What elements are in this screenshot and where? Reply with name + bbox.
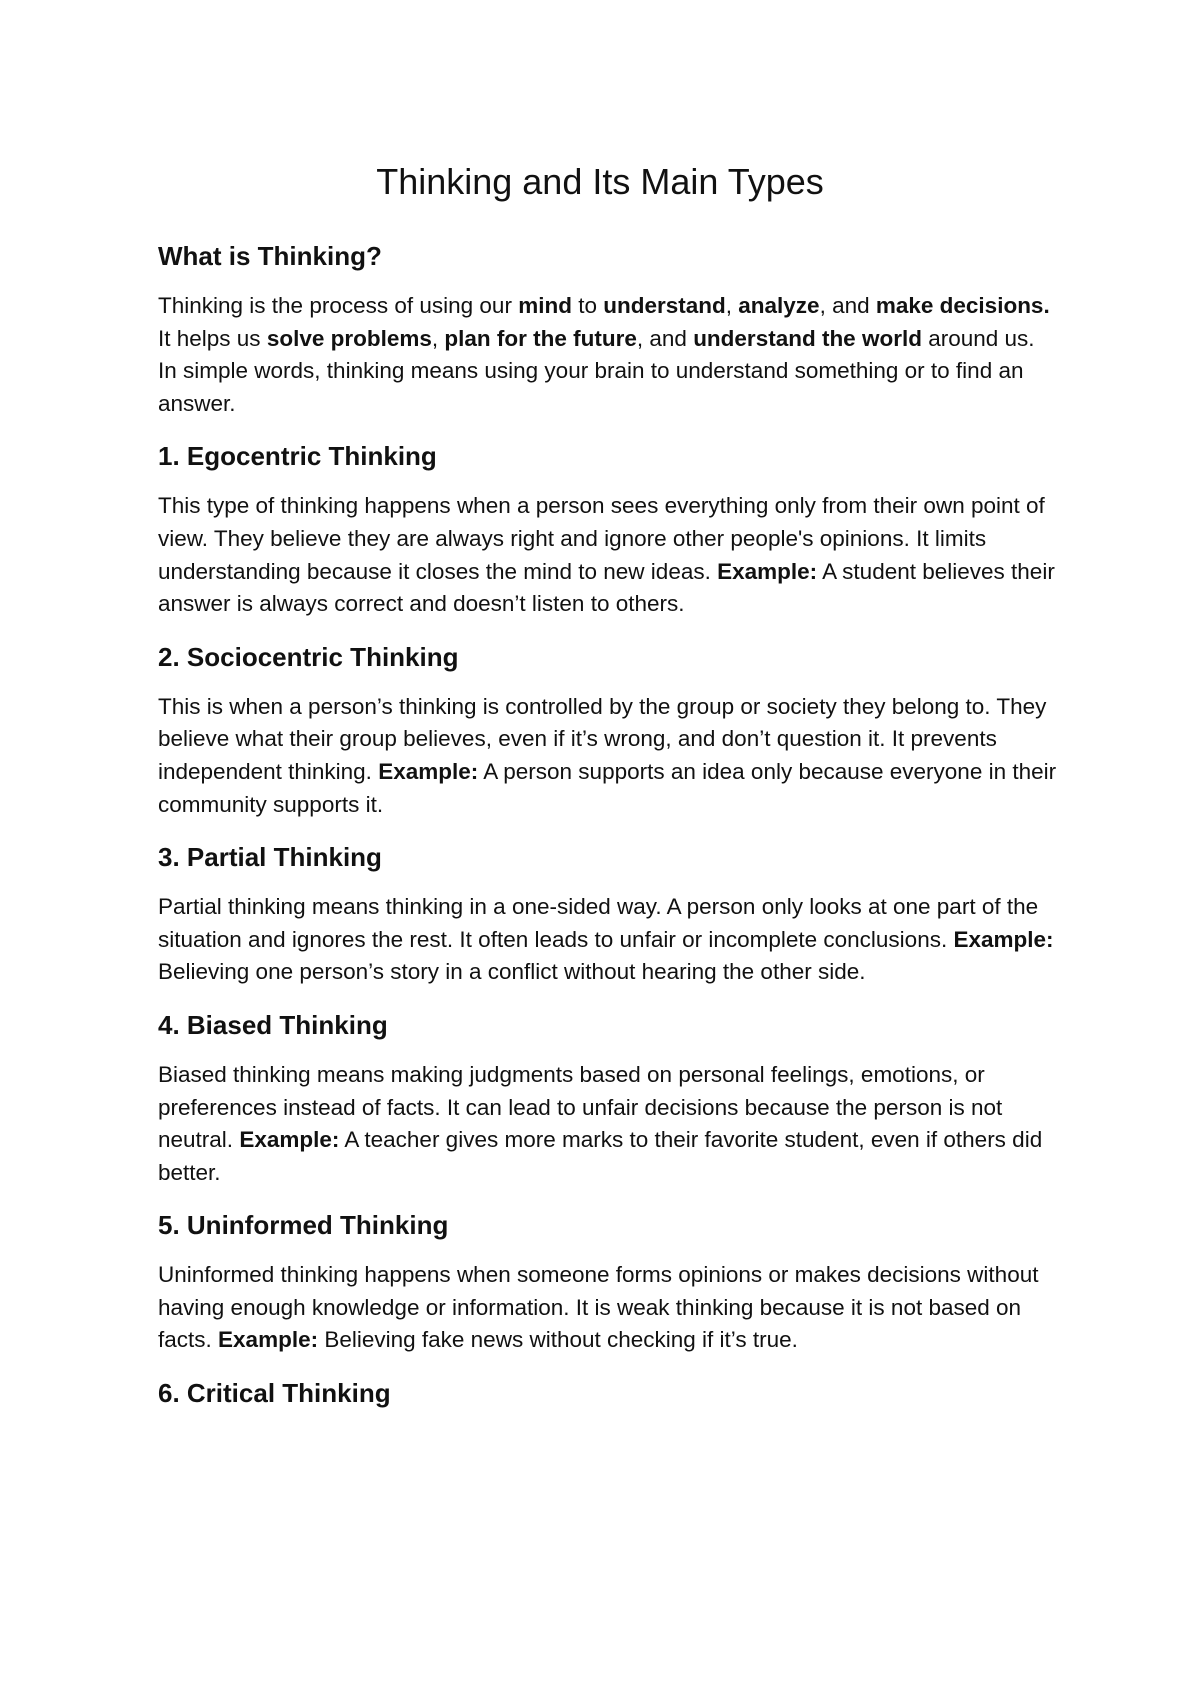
section-paragraph (158, 691, 1058, 821)
text-run: This type of thinking happens when a person sees everything only from their own point of view. They believe they are always right and ignore other people's opinions. It limits understanding because it closes the mind to new ideas. (158, 493, 1045, 584)
section-paragraph (158, 1059, 1058, 1189)
section-paragraph (158, 891, 1058, 989)
bold-run: understand the world (693, 325, 922, 351)
section-paragraph (158, 490, 1058, 620)
text-run: A student believes their answer is always correct and doesn’t listen to others. (158, 558, 1055, 617)
bold-run: Example: (953, 926, 1054, 952)
bold-run: Example: (239, 1127, 340, 1153)
section-paragraph (158, 1259, 1058, 1357)
section-heading: 3. Partial Thinking (158, 842, 382, 873)
text-run: A teacher gives more marks to their favorite student, even if others did better. (158, 1127, 1043, 1185)
text-run: Believing fake news without checking if it’s true. (318, 1327, 798, 1353)
bold-run: make decisions. (875, 293, 1050, 318)
text-run: Uninformed thinking happens when someone forms opinions or makes decisions without having enough knowledge or information. It is weak thinking because it is not based on facts. (158, 1262, 1039, 1353)
text-run: , (431, 325, 445, 351)
text-run: to (571, 293, 604, 318)
section-heading: What is Thinking? (158, 241, 382, 271)
text-run: A person supports an idea only because everyone in their community supports it. (158, 758, 1057, 817)
section-heading: 2. Sociocentric Thinking (158, 641, 459, 672)
text-run: Partial thinking means thinking in a one-sided way. A person only looks at one part of the situation and ignores the rest. It often leads to unfair or incomplete conclusions. (158, 894, 1039, 952)
text-run: Biased thinking means making judgments based on personal feelings, emotions, or preferences instead of facts. It can lead to unfair decisions because the person is not neutral. (158, 1061, 1003, 1153)
text-run: This is when a person’s thinking is controlled by the group or society they belong to. They believe what their group believes, even if it’s wrong, and don’t question it. It prevents independent thinking. (158, 693, 1047, 784)
bold-run: Example: (218, 1327, 319, 1353)
page-title: Thinking and Its Main Types (376, 161, 824, 202)
bold-run: plan for the future (444, 325, 637, 351)
document-body (158, 238, 1058, 1411)
section-heading: 1. Egocentric Thinking (158, 441, 437, 472)
bold-run: Example: (717, 558, 818, 584)
bold-run: understand (603, 293, 726, 318)
text-run: , and (636, 325, 694, 351)
section-paragraph (158, 290, 1058, 420)
bold-run: mind (518, 293, 572, 318)
bold-run: solve problems (266, 325, 432, 351)
bold-run: Example: (378, 758, 479, 784)
text-run: Thinking is the process of using our (158, 293, 519, 318)
text-run: around us. In simple words, thinking means using your brain to understand something or to find an answer. (158, 325, 1035, 416)
section-heading: 4. Biased Thinking (158, 1009, 388, 1040)
text-run: It helps us (158, 325, 267, 351)
bold-run: analyze (738, 293, 820, 318)
text-run: , (725, 293, 739, 318)
section-heading: 6. Critical Thinking (158, 1378, 391, 1409)
text-run: , and (819, 293, 876, 318)
section-heading: 5. Uninformed Thinking (158, 1210, 449, 1241)
text-run: Believing one person’s story in a conflict without hearing the other side. (158, 959, 866, 985)
